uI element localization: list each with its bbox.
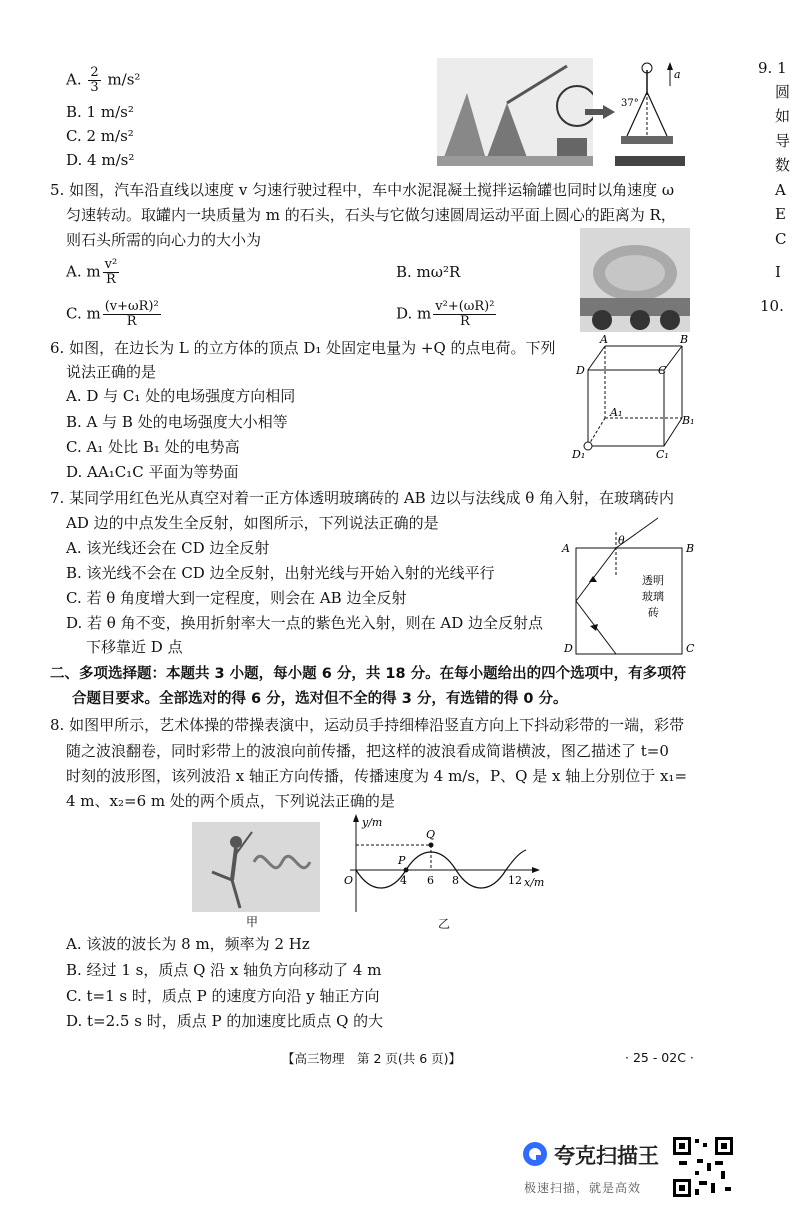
q6-line2: 说法正确的是: [66, 363, 157, 381]
q8-option-d: D. t=2.5 s 时，质点 P 的加速度比质点 Q 的大: [66, 1012, 384, 1030]
cube-label-B: B: [680, 333, 689, 346]
q7-option-d-line1: D. 若 θ 角不变，换用折射率大一点的紫色光入射，则在 AD 边全反射点: [66, 614, 543, 632]
q6-option-d: D. AA₁C₁C 平面为等势面: [66, 463, 239, 481]
graph-point-P: P: [398, 854, 406, 867]
q6-option-a: A. D 与 C₁ 处的电场强度方向相同: [66, 387, 296, 405]
q4-a-fraction: $\frac{2}{3}$: [90, 65, 99, 95]
fig-label-theta: θ: [618, 534, 625, 547]
cube-label-D: D: [576, 364, 585, 377]
gymnast-photo: [192, 822, 320, 912]
graph-xlabel: x/m: [524, 876, 545, 889]
fig-glass-label-1: 透明: [642, 574, 664, 587]
right-margin-char: 如: [775, 107, 791, 125]
q8-option-b: B. 经过 1 s，质点 Q 沿 x 轴负方向移动了 4 m: [66, 961, 382, 979]
q7-option-a: A. 该光线还会在 CD 边全反射: [66, 539, 270, 557]
q5-line2: 匀速转动。取罐内一块质量为 m 的石头，石头与它做匀速圆周运动平面上圆心的距离为 R，: [66, 206, 676, 224]
graph-tick-6: 6: [427, 874, 434, 887]
cube-label-C: C: [658, 364, 667, 377]
graph-tick-8: 8: [452, 874, 459, 887]
wave-graph: [336, 812, 556, 917]
q6-line1: 6. 如图，在边长为 L 的立方体的顶点 D₁ 处固定电量为 +Q 的点电荷。下列: [50, 339, 556, 357]
q5-line3: 则石头所需的向心力的大小为: [66, 231, 262, 249]
q7-line1: 7. 某同学用红色光从真空对着一正方体透明玻璃砖的 AB 边以与法线成 θ 角入射，在玻璃砖内: [50, 489, 675, 507]
q8-line2: 随之波浪翻卷，同时彩带上的波浪向前传播，把这样的波浪看成简谐横波，图乙描述了 t=0: [66, 742, 669, 760]
cube-diagram: [570, 332, 700, 462]
scanner-logo-icon: [522, 1141, 548, 1167]
crane-photo-sketch: [437, 58, 593, 166]
q8-line4: 4 m、x₂=6 m 处的两个质点，下列说法正确的是: [66, 792, 395, 810]
page-footer-code: · 25 - 02C ·: [625, 1050, 694, 1065]
right-margin-char: I: [775, 263, 781, 281]
arrow-right-icon: [585, 104, 615, 118]
fig-label-B: B: [686, 542, 695, 555]
graph-origin: O: [344, 874, 354, 887]
graph-point-Q: Q: [426, 828, 436, 841]
cube-label-D1: D₁: [572, 448, 586, 461]
q5-option-c: C. m $\frac{\text{(v+ωR)²}}{R}$: [66, 299, 159, 329]
right-margin-char: C: [775, 230, 787, 248]
q8-line3: 时刻的波形图，该列波沿 x 轴正方向传播，传播速度为 4 m/s，P、Q 是 x 轴上分别位于 x₁=: [66, 767, 688, 785]
fig-glass-label-3: 砖: [648, 606, 659, 619]
right-q9-head: 9. 1: [758, 59, 787, 77]
crane-photo: [437, 58, 593, 166]
glass-brick-diagram: [560, 516, 700, 656]
mixer-truck-photo: [580, 228, 690, 332]
q8-option-c: C. t=1 s 时，质点 P 的速度方向沿 y 轴正方向: [66, 987, 380, 1005]
fig-label-C: C: [686, 642, 695, 655]
q7-line2: AD 边的中点发生全反射，如图所示，下列说法正确的是: [66, 514, 439, 532]
q5-option-b: B. mω²R: [396, 263, 461, 281]
cube-label-A1: A₁: [610, 406, 623, 419]
q7-option-d-line2: 下移靠近 D 点: [86, 638, 183, 656]
scanner-slogan: 极速扫描，就是高效: [524, 1181, 642, 1195]
q4-option-c: C. 2 m/s²: [66, 127, 134, 145]
fig-label-angle: 37°: [621, 98, 639, 109]
page-footer-center: 【高三物理 第 2 页(共 6 页)】: [282, 1051, 462, 1066]
q5-line1: 5. 如图，汽车沿直线以速度 v 匀速行驶过程中，车中水泥混凝土搅拌运输罐也同时以角速度 ω: [50, 181, 675, 199]
section2-heading-line1: 二、多项选择题：本题共 3 小题，每小题 6 分，共 18 分。在每小题给出的四个选项中，有多项符: [50, 666, 687, 682]
fig-caption-yi: 乙: [438, 917, 451, 931]
graph-tick-4: 4: [400, 874, 407, 887]
q5-option-d: D. m $\frac{\text{v²+(ωR)²}}{R}$: [396, 299, 495, 329]
right-margin-char: 圆: [775, 83, 791, 101]
scanner-brand: 夸克扫描王: [554, 1144, 659, 1168]
q7-option-c: C. 若 θ 角度增大到一定程度，则会在 AB 边全反射: [66, 589, 407, 607]
fig-label-A: A: [562, 542, 570, 555]
qr-code-icon: [671, 1135, 735, 1199]
cube-label-B1: B₁: [682, 414, 695, 427]
fig-glass-label-2: 玻璃: [642, 590, 664, 603]
crane-force-diagram: [615, 58, 687, 168]
right-q10-head: 10.: [760, 297, 784, 315]
q4-option-d: D. 4 m/s²: [66, 151, 135, 169]
q5-option-a: A. m $\frac{\text{v²}}{R}$: [66, 257, 118, 287]
right-margin-char: 导: [775, 132, 791, 150]
q8-option-a: A. 该波的波长为 8 m，频率为 2 Hz: [66, 935, 310, 953]
q6-option-c: C. A₁ 处比 B₁ 处的电势高: [66, 438, 240, 456]
q4-option-b: B. 1 m/s²: [66, 103, 134, 121]
right-margin-char: 数: [775, 156, 791, 174]
cube-label-A: A: [600, 333, 608, 346]
cube-label-C1: C₁: [656, 448, 669, 461]
graph-tick-12: 12: [508, 874, 522, 887]
right-margin-char: A: [775, 181, 786, 199]
q8-line1: 8. 如图甲所示，艺术体操的带操表演中，运动员手持细棒沿竖直方向上下抖动彩带的一端，彩带: [50, 716, 685, 734]
section2-heading-line2: 合题目要求。全部选对的得 6 分，选对但不全的得 3 分，有选错的得 0 分。: [72, 691, 568, 707]
fig-caption-jia: 甲: [246, 915, 259, 929]
q7-option-b: B. 该光线不会在 CD 边全反射，出射光线与开始入射的光线平行: [66, 564, 495, 582]
fig-label-D: D: [564, 642, 573, 655]
fig-label-a: a: [674, 68, 681, 81]
q6-option-b: B. A 与 B 处的电场强度大小相等: [66, 413, 288, 431]
graph-ylabel: y/m: [362, 816, 383, 829]
right-margin-char: E: [775, 205, 786, 223]
q4-option-a: A. $\frac{2}{3}$ m/s²: [66, 65, 141, 95]
